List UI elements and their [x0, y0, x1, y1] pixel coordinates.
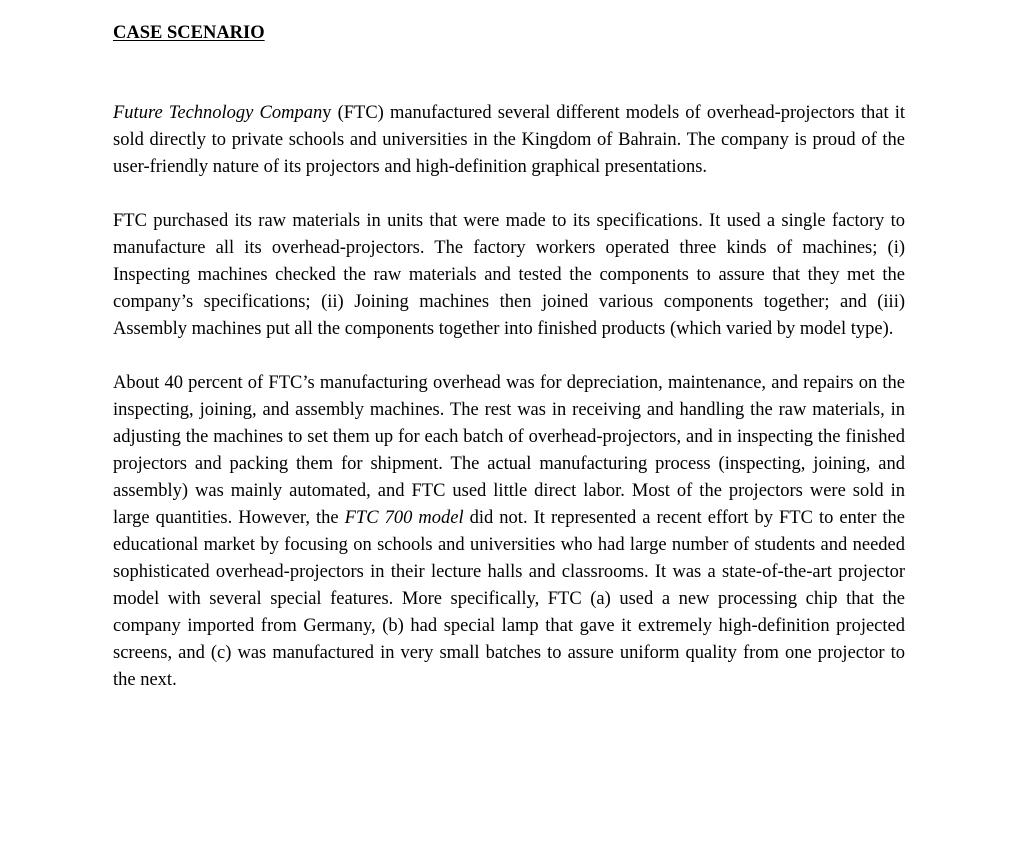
- paragraph-overhead: [113, 370, 905, 694]
- paragraph-intro: [113, 100, 905, 181]
- paragraph-materials: FTC purchased its raw materials in units that were made to its specifications. It used a single factory to manufacture all its overhead-projectors. The factory workers operated three kinds of machines; (i) Inspecting machines checked the raw materials and tested the components to assure that they met the company’s specifications; (ii) Joining machines then joined various components together; and (iii) Assembly machines put all the components together into finished products (which varied by model type).: [113, 211, 905, 339]
- paragraph-overhead-text-after: did not. It represented a recent effort by FTC to enter the educational market by focusing on schools and universities who had large number of students and needed sophisticated overhead-projectors in their lecture halls and classrooms. It was a state-of-the-art projector model with several special features. More specifically, FTC (a) used a new processing chip that the company imported from Germany, (b) had special lamp that gave it extremely high-definition projected screens, and (c) was manufactured in very small batches to assure uniform quality from one projector to the next.: [113, 508, 906, 690]
- model-name-italic: FTC 700 model: [344, 508, 464, 528]
- document-page: [113, 21, 905, 694]
- company-name-italic: Future Technology Compan: [113, 103, 323, 123]
- paragraph-overhead-text-before: About 40 percent of FTC’s manufacturing overhead was for depreciation, maintenance, and repairs on the inspecting, joining, and assembly machines. The rest was in receiving and handling the raw materials, in adjusting the machines to set them up for each batch of overhead-projectors, and in inspecting the finished projectors and packing them for shipment. The actual manufacturing process (inspecting, joining, and assembly) was mainly automated, and FTC used little direct labor. Most of the projectors were sold in large quantities. However, the: [113, 373, 905, 528]
- case-scenario-heading: CASE SCENARIO: [113, 23, 265, 43]
- paragraph-intro-text: y (FTC) manufactured several different models of overhead-projectors that it sold directly to private schools and universities in the Kingdom of Bahrain. The company is proud of the user-friendly nature of its projectors and high-definition graphical presentations.: [113, 103, 905, 177]
